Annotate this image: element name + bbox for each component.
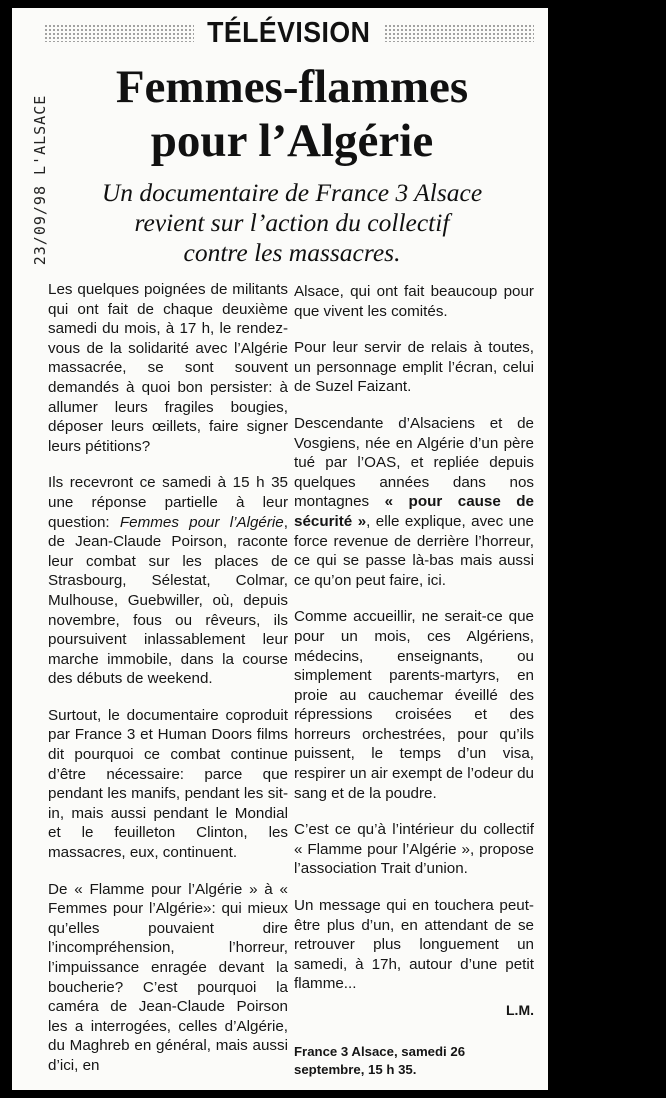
author-signature: L.M.	[506, 1002, 534, 1018]
deck-line-1: Un documentaire de France 3 Alsace	[101, 178, 483, 207]
paragraph	[294, 414, 534, 590]
paragraph-text: Ils recevront ce samedi à 15 h 35 une réponse partielle à leur question:	[48, 474, 288, 531]
section-rubric	[44, 14, 534, 52]
paragraph: Alsace, qui ont fait beaucoup pour que vivent les comités.	[294, 283, 534, 320]
scan-border	[548, 0, 666, 1098]
headline	[52, 60, 532, 168]
paragraph: Les quelques poignées de militants qui ont fait de chaque deuxième samedi du mois, à 17 h, le rendez-vous de la solidarité avec l’Algérie massacrée, se sont souvent demandés à quoi bon persister: à allumer leurs fragiles bougies, déposer leurs œillets, faire signer leurs pétitions?	[48, 281, 288, 455]
article-column-left	[48, 280, 288, 1090]
deck-line-3: contre les massacres.	[183, 238, 401, 267]
broadcast-credit: France 3 Alsace, samedi 26 septembre, 15 h 35.	[294, 1043, 466, 1077]
headline-line-1: Femmes-flammes	[115, 61, 469, 113]
headline-line-2: pour l’Algérie	[150, 115, 434, 167]
paragraph: Surtout, le documentaire coproduit par France 3 et Human Doors films dit pourquoi ce combat continue d’être nécessaire: parce que pendant les manifs, pendant les sit-in, mais aussi pendant le Mondial et le feuilleton Clinton, les massacres, eux, continuent.	[48, 706, 288, 862]
paragraph-text: , de Jean-Claude Poirson, raconte leur combat sur les places de Strasbourg, Sélestat, Colmar, Mulhouse, Guebwiller, où, depuis novembre, fous ou rêveurs, ils poursuivent inlassablement leur marche immobile, dans la course des débuts de weekend.	[48, 513, 288, 688]
margin-note-text: 23/09/98 L'ALSACE	[31, 94, 49, 266]
paragraph: De « Flamme pour l’Algérie » à « Femmes pour l’Algérie»: qui mieux qu’elles pouvaient dire l’incompréhension, l’horreur, l’impuissance enragée devant la boucherie? C’est pourquoi la caméra de Jean-Claude Poirson les a interrogées, celles d’Algérie, du Maghreb en général, mais aussi d’ici, en	[48, 880, 288, 1074]
bold-quote: « pour cause de sécurité »	[294, 493, 534, 530]
rubric-dot-pattern-left	[44, 24, 194, 42]
section-label: TÉLÉVISION	[207, 16, 371, 49]
documentary-title: Femmes pour l’Algérie	[119, 513, 284, 531]
paragraph-text: , elle explique, avec une force revenue de derrière l’horreur, ce qui se passe là-bas mais aussi ce qu’on peut faire, ici.	[294, 512, 534, 589]
article-column-right	[294, 282, 534, 1079]
rubric-dot-pattern-right	[384, 24, 534, 42]
paragraph: C’est ce qu’à l’intérieur du collectif « Flamme pour l’Algérie », propose l’association Trait d’union.	[294, 821, 534, 878]
paragraph	[48, 473, 288, 689]
paragraph: Comme accueillir, ne serait-ce que pour un mois, ces Algériens, médecins, enseignants, ou simplement parents-martyrs, en proie au cauchemar éveillé des répressions croisées et des horreurs orchestrées, pour qu’ils puissent, le temps d’un visa, respirer un air exempt de l’odeur du sang et de la poudre.	[294, 608, 534, 802]
newspaper-clipping	[12, 8, 548, 1090]
deck-line-2: revient sur l’action du collectif	[134, 208, 450, 237]
paragraph: Un message qui en touchera peut-être plus d’un, en attendant de se retrouver plus longuement un samedi, à 17h, autour d’une petit flamme...	[294, 897, 534, 993]
paragraph-text: Descendante d’Alsaciens et de Vosgiens, née en Algérie d’un père tué par l’OAS, et repliée depuis quelques années dans nos montagnes	[294, 414, 534, 511]
paragraph: Pour leur servir de relais à toutes, un personnage emplit l’écran, celui de Suzel Faizant.	[294, 339, 534, 396]
subheadline	[52, 178, 532, 268]
